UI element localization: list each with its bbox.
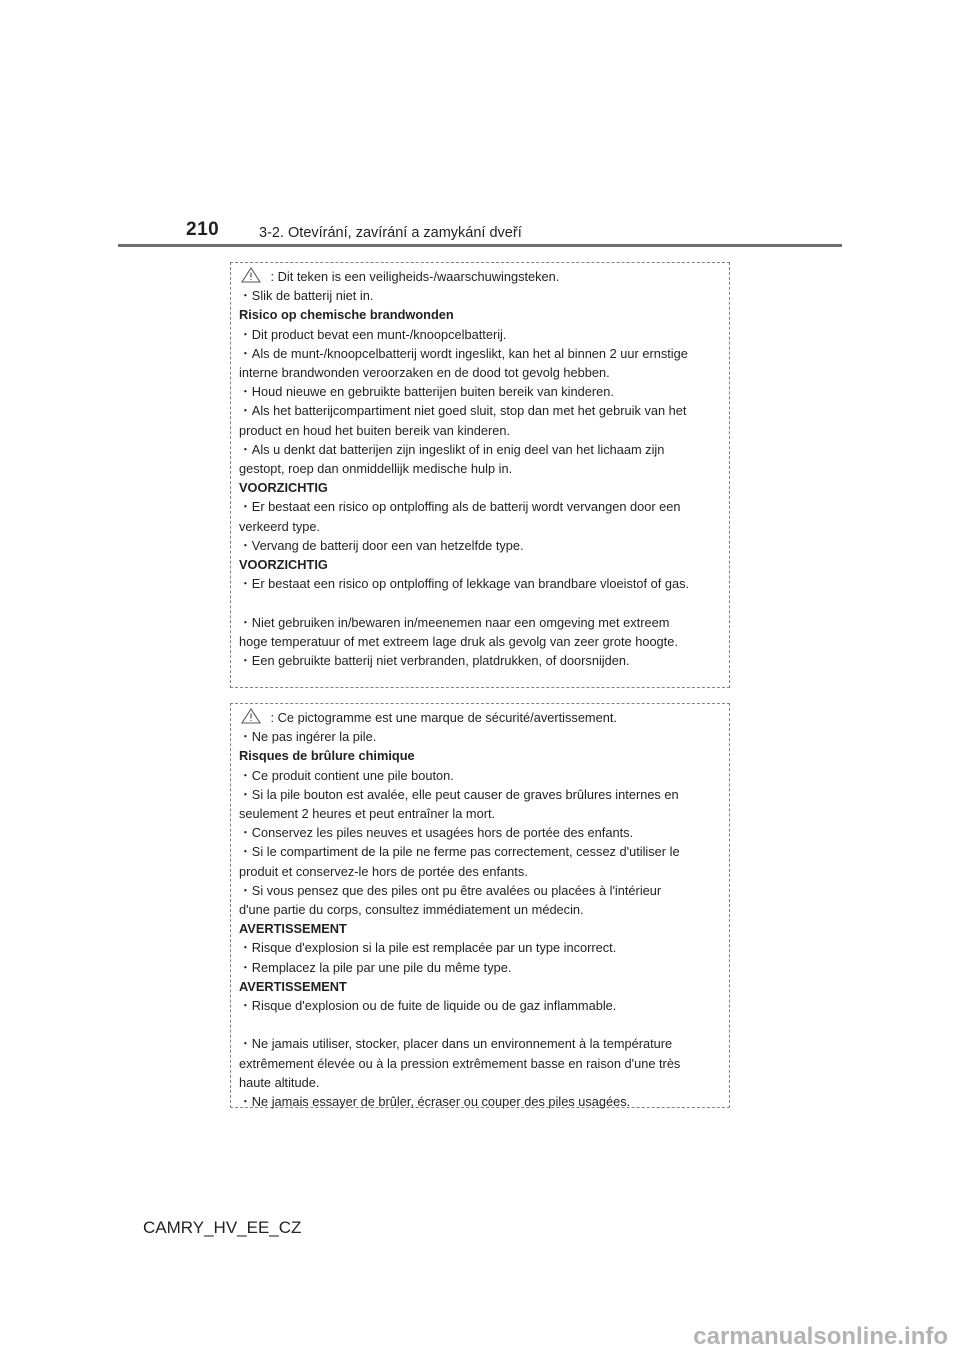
line-text: produit et conservez-le hors de portée des enfants. [239,863,528,879]
line-text: ・Remplacez la pile par une pile du même type. [239,959,512,975]
line-text: VOORZICHTIG [239,480,328,496]
warning-text-line [239,613,721,632]
warning-triangle-icon [241,708,261,724]
line-text: ・Als de munt-/knoopcelbatterij wordt ingeslikt, kan het al binnen 2 uur ernstige [239,345,688,361]
warning-text-line [239,1073,721,1092]
line-text: VOORZICHTIG [239,557,328,573]
warning-heading [239,555,721,574]
warning-text-line [239,862,721,881]
warning-heading [239,919,721,938]
line-text: ・Si la pile bouton est avalée, elle peut causer de graves brûlures internes en [239,786,679,802]
warning-text-line [239,421,721,440]
warning-text-line [239,1034,721,1053]
warning-text-line [239,382,721,401]
warning-text-line [239,938,721,957]
warning-text-line [239,1092,721,1111]
line-text: ・Ne jamais essayer de brûler, écraser ou couper des piles usagées. [239,1094,631,1110]
warning-heading [239,977,721,996]
blank-line [239,1015,721,1034]
line-text: ・Conservez les piles neuves et usagées hors de portée des enfants. [239,825,634,841]
warning-box-dutch [230,262,730,688]
line-text: ・Si le compartiment de la pile ne ferme pas correctement, cessez d'utiliser le [239,844,680,860]
line-text: ・Als het batterijcompartiment niet goed sluit, stop dan met het gebruik van het [239,403,687,419]
warning-text-line [239,727,721,746]
line-text: ・Si vous pensez que des piles ont pu être avalées ou placées à l'intérieur [239,882,662,898]
line-text: AVERTISSEMENT [239,921,347,937]
warning-text-line [239,574,721,593]
warning-text-line [239,536,721,555]
line-text: extrêmement élevée ou à la pression extrêmement basse en raison d'une très [239,1055,681,1071]
line-text: seulement 2 heures et peut entraîner la mort. [239,806,496,822]
line-text: haute altitude. [239,1074,320,1090]
line-text: : Dit teken is een veiligheids-/waarschuwingsteken. [267,269,560,284]
line-text: AVERTISSEMENT [239,978,347,994]
line-text: ・Als u denkt dat batterijen zijn ingeslikt of in enig deel van het lichaam zijn [239,441,665,457]
warning-heading [239,305,721,324]
line-text: ・Dit product bevat een munt-/knoopcelbatterij. [239,326,507,342]
line-text: ・Ce produit contient une pile bouton. [239,767,454,783]
warning-text-line [239,517,721,536]
warning-text-line [239,900,721,919]
line-text: ・Ne jamais utiliser, stocker, placer dans un environnement à la température [239,1036,673,1052]
warning-text-line [239,823,721,842]
page-number: 210 [186,219,220,240]
warning-text-line [239,785,721,804]
warning-text-line [239,401,721,420]
header-rule [118,244,842,247]
line-text: ・Niet gebruiken in/bewaren in/meenemen naar een omgeving met extreem [239,614,670,630]
warning-box-french [230,703,730,1108]
line-text: Risques de brûlure chimique [239,748,415,764]
warning-heading [239,478,721,497]
warning-symbol-legend [239,267,721,286]
warning-text-line [239,440,721,459]
line-text: ・Vervang de batterij door een van hetzelfde type. [239,537,524,553]
line-text: ・Houd nieuwe en gebruikte batterijen buiten bereik van kinderen. [239,384,614,400]
warning-text-line [239,459,721,478]
line-text: gestopt, roep dan onmiddellijk medische hulp in. [239,461,513,477]
warning-text-line [239,286,721,305]
warning-text-line [239,1054,721,1073]
warning-text-line [239,766,721,785]
line-text: ・Er bestaat een risico op ontploffing of lekkage van brandbare vloeistof of gas. [239,576,690,592]
warning-text-line [239,325,721,344]
warning-symbol-legend [239,708,721,727]
warning-text-line [239,651,721,670]
document-code: CAMRY_HV_EE_CZ [143,1218,302,1237]
line-text: Risico op chemische brandwonden [239,307,454,323]
blank-line [239,593,721,612]
line-text: : Ce pictogramme est une marque de sécurité/avertissement. [267,710,617,725]
line-text: interne brandwonden veroorzaken en de dood tot gevolg hebben. [239,365,610,381]
line-text: ・Een gebruikte batterij niet verbranden, platdrukken, of doorsnijden. [239,653,630,669]
warning-text-line [239,344,721,363]
warning-text-line [239,497,721,516]
warning-text-line [239,958,721,977]
warning-text-line [239,363,721,382]
line-text: ・Risque d'explosion si la pile est remplacée par un type incorrect. [239,940,617,956]
warning-text-line [239,632,721,651]
line-text: ・Er bestaat een risico op ontploffing als de batterij wordt vervangen door een [239,499,681,515]
line-text: verkeerd type. [239,518,321,534]
warning-triangle-icon [241,267,261,283]
warning-text-line [239,881,721,900]
warning-text-line [239,996,721,1015]
line-text: hoge temperatuur of met extreem lage druk als gevolg van zeer grote hoogte. [239,633,678,649]
line-text: ・Ne pas ingérer la pile. [239,729,377,745]
line-text: ・Risque d'explosion ou de fuite de liquide ou de gaz inflammable. [239,998,617,1014]
warning-text-line [239,842,721,861]
line-text: d'une partie du corps, consultez immédiatement un médecin. [239,902,584,918]
warning-text-line [239,804,721,823]
section-title: 3-2. Otevírání, zavírání a zamykání dveří [259,225,522,241]
watermark: carmanualsonline.info [693,1323,948,1350]
line-text: product en houd het buiten bereik van kinderen. [239,422,511,438]
warning-heading [239,746,721,765]
line-text: ・Slik de batterij niet in. [239,288,374,304]
